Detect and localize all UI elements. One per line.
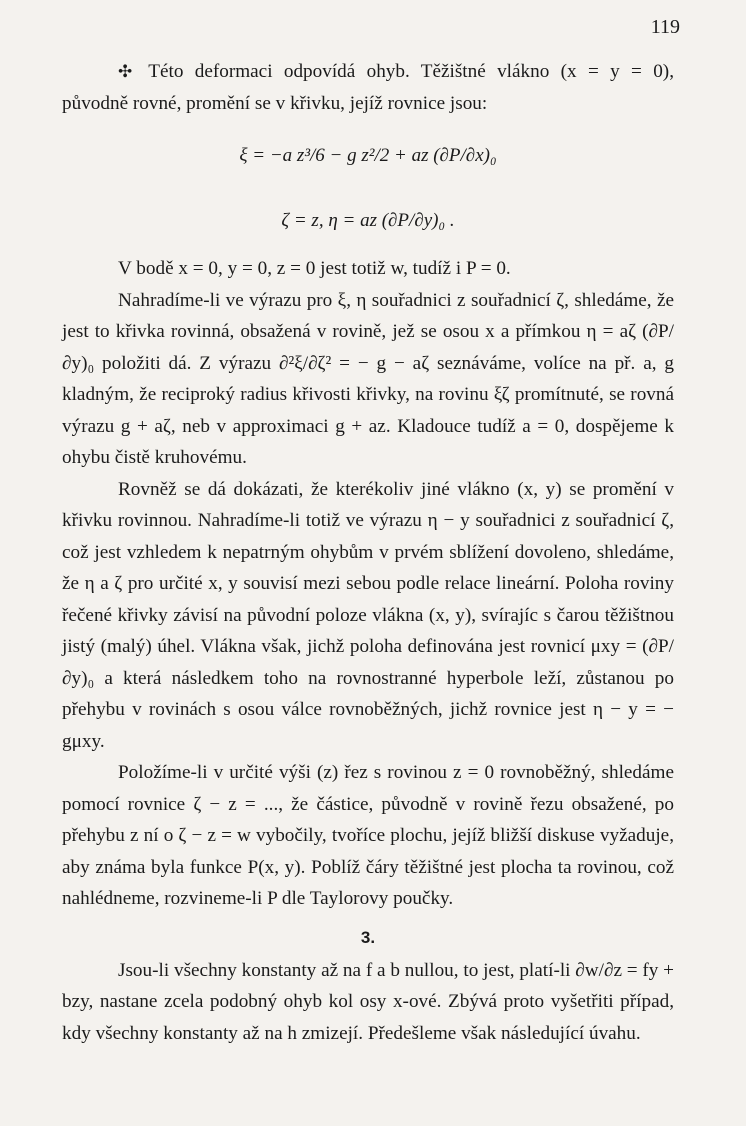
paragraph-4: Rovněž se dá dokázati, že kterékoliv jiné vlákno (x, y) se promění v křivku rovinnou. Nahradíme-li totiž ve výrazu η − y souřadnici z souřadnicí ζ, což jest vzhledem k nepatrným ohybům v prvém sblížení dovoleno, shledáme, že η a ζ pro určité x, y souvisí mezi sebou podle relace lineární. Poloha roviny řečené křivky závisí na původní poloze vlákna (x, y), svírajíc s čarou těžištnou jistý (malý) úhel. Vlákna však, jichž poloha definována jest rovnicí μxy = (∂P/∂y)₀ a která následkem toho na rovnostranné hyperbole leží, zůstanou po přehybu v rovinách s osou válce rovnoběžných, jichž rovnice jest η − y = − gμxy. xyxy=(62,478,674,752)
paragraph-6: Jsou-li všechny konstanty až na f a b nullou, to jest, platí-li ∂w/∂z = fy + bzy, nastane zcela podobný ohyb kol osy x-ové. Zbývá proto vyšetřiti případ, kdy všechny konstanty až na h zmizejí. Předešleme však následující úvahu. xyxy=(62,959,674,1044)
equation-zeta-eta: ζ = z, η = az (∂P/∂y)₀ . xyxy=(281,210,455,231)
paragraph-3: Nahradíme-li ve výrazu pro ξ, η souřadnici z souřadnicí ζ, shledáme, že jest to křivka rovinná, obsažená v rovině, jež se osou x a přímkou η = aζ (∂P/∂y)₀ položiti dá. Z výrazu ∂²ξ/∂ζ² = − g − aζ seznáváme, volíce na př. a, g kladným, že reciproký radius křivosti křivky, na rovinu ξζ promítnuté, se rovná výrazu g + aζ, neb v approximaci g + az. Kladouce tudíž a = 0, dospějeme k ohybu čistě kruhovému. xyxy=(62,289,674,468)
equation-xi: ξ = −a z³/6 − g z²/2 + az (∂P/∂x)₀ xyxy=(239,145,497,166)
paragraph-5: Položíme-li v určité výši (z) řez s rovinou z = 0 rovnoběžný, shledáme pomocí rovnice ζ − z = ..., že částice, původně v rovině řezu obsažené, po přehybu z ní o ζ − z = w vybočily, tvoříce plochu, jejíž bližší diskuse vyžaduje, aby známa byla funkce P(x, y). Poblíž čáry těžištné jest plocha ta rovinou, což nahlédneme, rozvineme-li P dle Taylorovy poučky. xyxy=(62,762,674,909)
page-number: 119 xyxy=(650,16,680,38)
paragraph-1 xyxy=(62,56,674,119)
paragraph-1-text: Této deformaci odpovídá ohyb. Těžištné vlákno (x = y = 0), původně rovné, promění se v křivku, jejíž rovnice jsou: xyxy=(62,61,674,114)
paragraph-2: V bodě x = 0, y = 0, z = 0 jest totiž w, tudíž i P = 0. xyxy=(118,258,511,279)
ornament-icon: ✣ xyxy=(118,62,133,81)
section-heading: 3. xyxy=(360,927,376,947)
body-text xyxy=(62,56,674,1049)
